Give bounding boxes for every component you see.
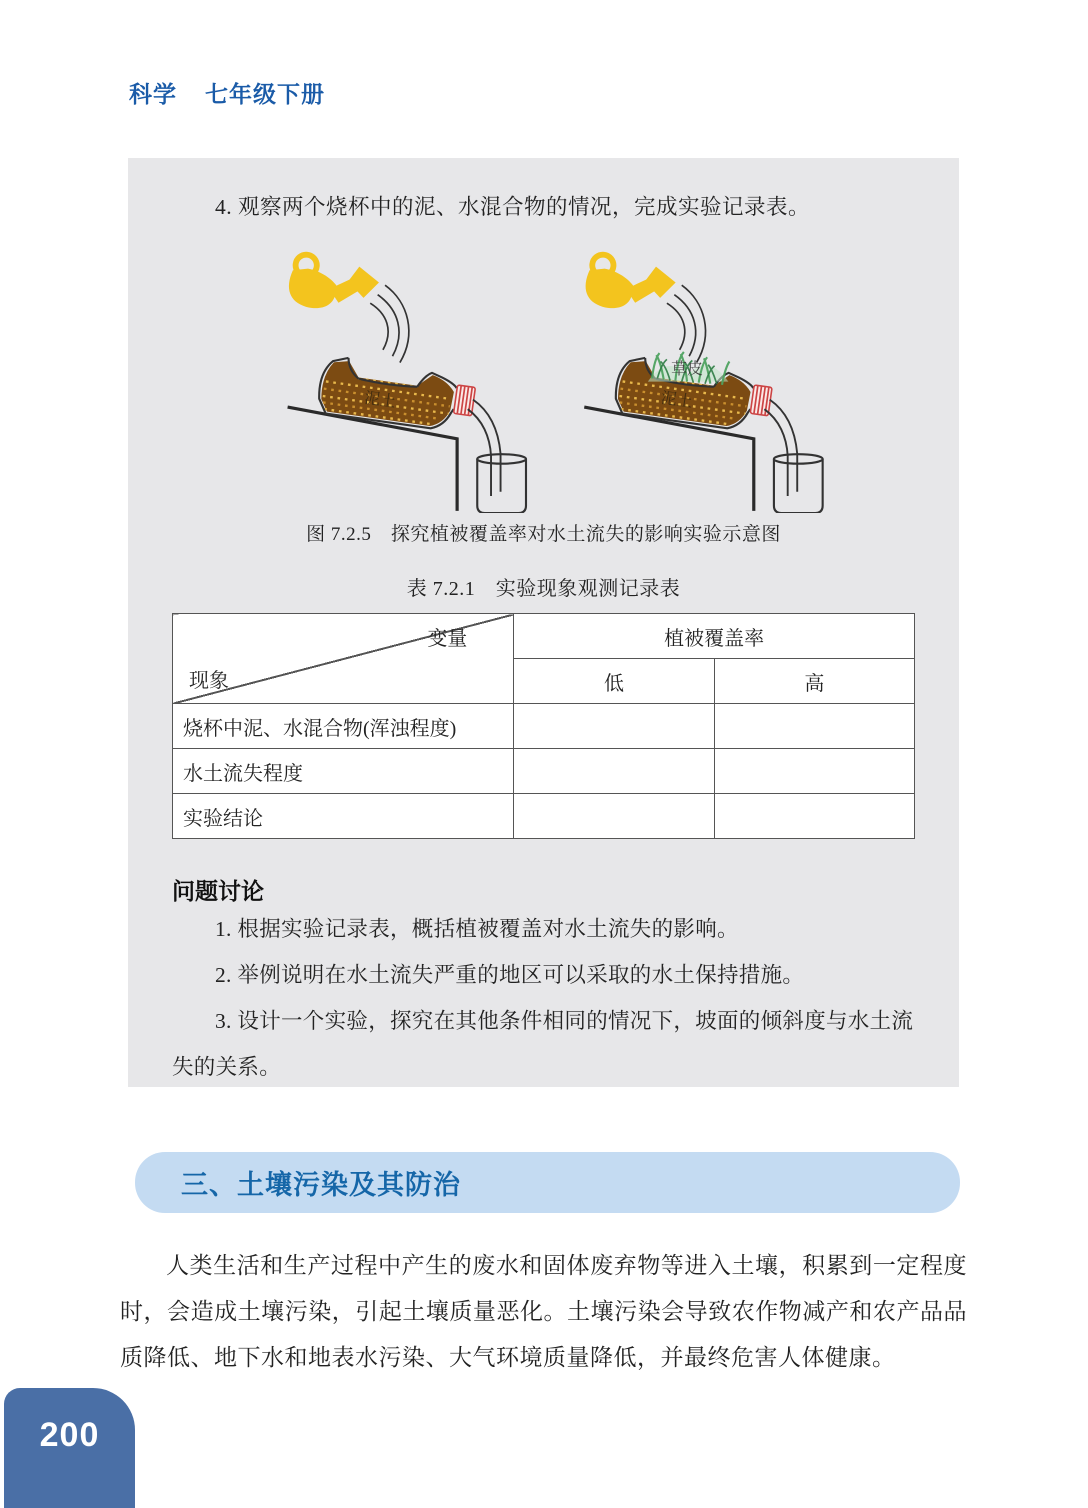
discussion-question-3: 3. 设计一个实验，探究在其他条件相同的情况下，坡面的倾斜度与水土流失的关系。 xyxy=(172,1009,914,1080)
table-corner-cell xyxy=(173,614,514,704)
table-cell-high xyxy=(714,749,914,794)
table-row xyxy=(173,749,915,794)
corner-phenomenon-label: 现象 xyxy=(189,670,229,693)
corner-variable-label: 变量 xyxy=(427,628,468,651)
row-label: 实验结论 xyxy=(173,794,514,839)
grass-label: 草皮 xyxy=(670,361,703,379)
table-row xyxy=(173,794,915,839)
section-heading-bar xyxy=(135,1152,960,1213)
step-4-text: 4. 观察两个烧杯中的泥、水混合物的情况，完成实验记录表。 xyxy=(215,195,811,219)
table-cell-low xyxy=(514,794,714,839)
setup-high-cover xyxy=(583,254,822,514)
figure-caption: 图 7.2.5 探究植被覆盖率对水土流失的影响实验示意图 xyxy=(306,524,781,546)
book-header xyxy=(129,76,325,109)
setup-low-cover xyxy=(286,254,525,514)
table-group-header: 植被覆盖率 xyxy=(514,614,915,659)
experiment-illustration xyxy=(226,246,862,513)
activity-box xyxy=(128,158,959,1087)
table-cell-high xyxy=(714,794,914,839)
table-subheader-high: 高 xyxy=(714,659,914,704)
grass-turf xyxy=(647,352,729,385)
book-volume: 七年级下册 xyxy=(205,81,325,107)
section-heading: 三、土壤污染及其防治 xyxy=(181,1170,461,1200)
table-subheader-low: 低 xyxy=(514,659,714,704)
table-cell-low xyxy=(514,704,714,749)
book-subject: 科学 xyxy=(129,81,177,107)
row-label: 烧杯中泥、水混合物(浑浊程度) xyxy=(173,704,514,749)
discussion-question-2: 2. 举例说明在水土流失严重的地区可以采取的水土保持措施。 xyxy=(215,963,805,988)
section-paragraph: 人类生活和生产过程中产生的废水和固体废弃物等进入土壤，积累到一定程度时，会造成土壤污染，引起土壤质量恶化。土壤污染会导致农作物减产和农产品品质降低、地下水和地表水污染、大气环境质量降低，并最终危害人体健康。 xyxy=(120,1253,967,1370)
row-label: 水土流失程度 xyxy=(173,749,514,794)
table-cell-low xyxy=(514,749,714,794)
page-number: 200 xyxy=(39,1416,100,1454)
discussion-title: 问题讨论 xyxy=(172,878,264,905)
record-table xyxy=(172,613,915,839)
table-cell-high xyxy=(714,704,914,749)
page-number-tab xyxy=(4,1388,135,1508)
table-title: 表 7.2.1 实验现象观测记录表 xyxy=(406,578,681,601)
discussion-question-1: 1. 根据实验记录表，概括植被覆盖对水土流失的影响。 xyxy=(215,917,739,942)
table-row xyxy=(173,704,915,749)
